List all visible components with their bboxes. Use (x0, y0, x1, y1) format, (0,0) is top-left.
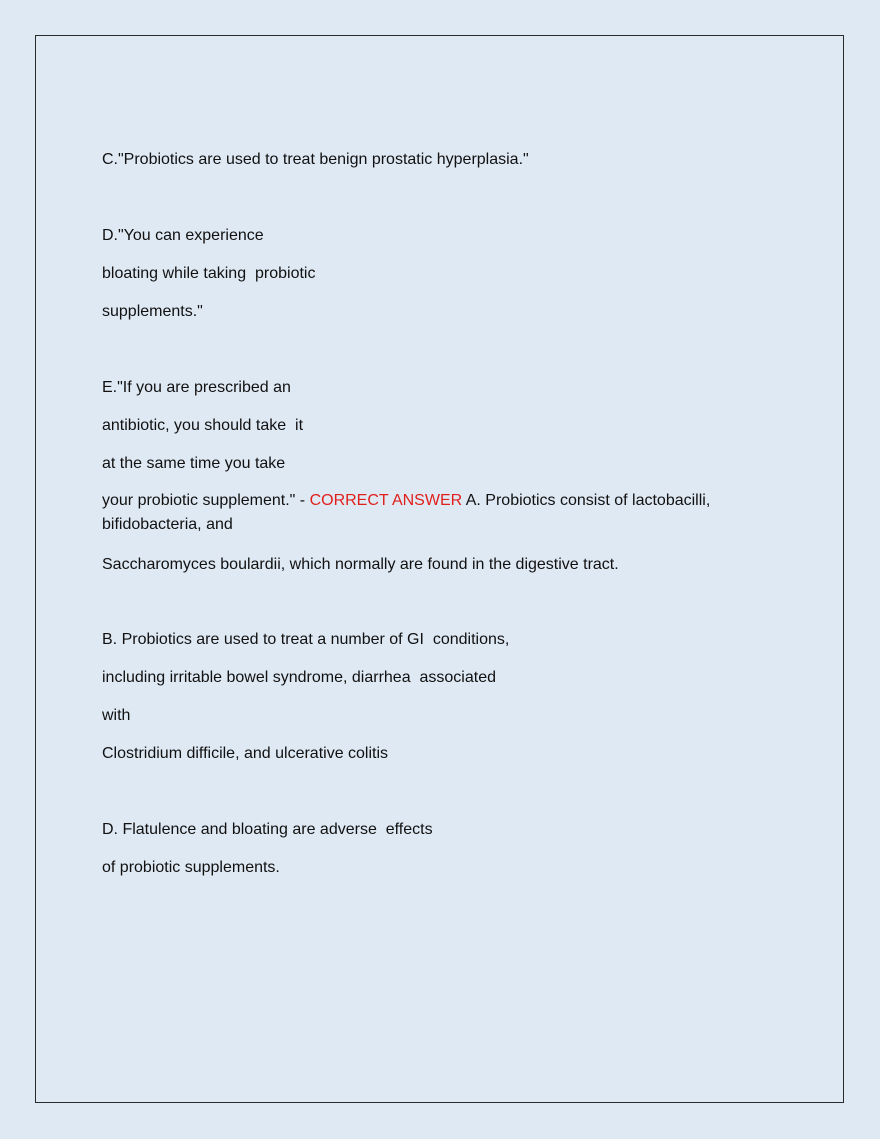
answer-b-line-1: B. Probiotics are used to treat a number of GI conditions, (102, 631, 510, 648)
answer-b-line-4: Clostridium difficile, and ulcerative colitis (102, 745, 389, 762)
answer-paragraph (102, 489, 762, 537)
option-d-line-1: D."You can experience (102, 227, 264, 244)
option-e-line-3: at the same time you take (102, 455, 286, 472)
correct-answer-label: CORRECT ANSWER (309, 492, 463, 509)
option-d-line-2: bloating while taking probiotic (102, 265, 316, 282)
answer-d-line-1: D. Flatulence and bloating are adverse effects (102, 821, 433, 838)
option-e-line-1: E."If you are prescribed an (102, 379, 291, 396)
option-c-text: C."Probiotics are used to treat benign prostatic hyperplasia." (102, 151, 529, 168)
answer-d-line-2: of probiotic supplements. (102, 859, 280, 876)
answer-prefix: your probiotic supplement." - (102, 492, 310, 509)
option-d-line-3: supplements." (102, 303, 203, 320)
answer-a-continuation: Saccharomyces boulardii, which normally are found in the digestive tract. (102, 556, 619, 573)
answer-b-line-2: including irritable bowel syndrome, diarrhea associated (102, 669, 496, 686)
answer-text: A. Probiotics consist of lactobacilli, bifidobacteria, and (102, 492, 711, 533)
answer-b-line-3: with (102, 707, 131, 724)
option-e-line-2: antibiotic, you should take it (102, 417, 304, 434)
